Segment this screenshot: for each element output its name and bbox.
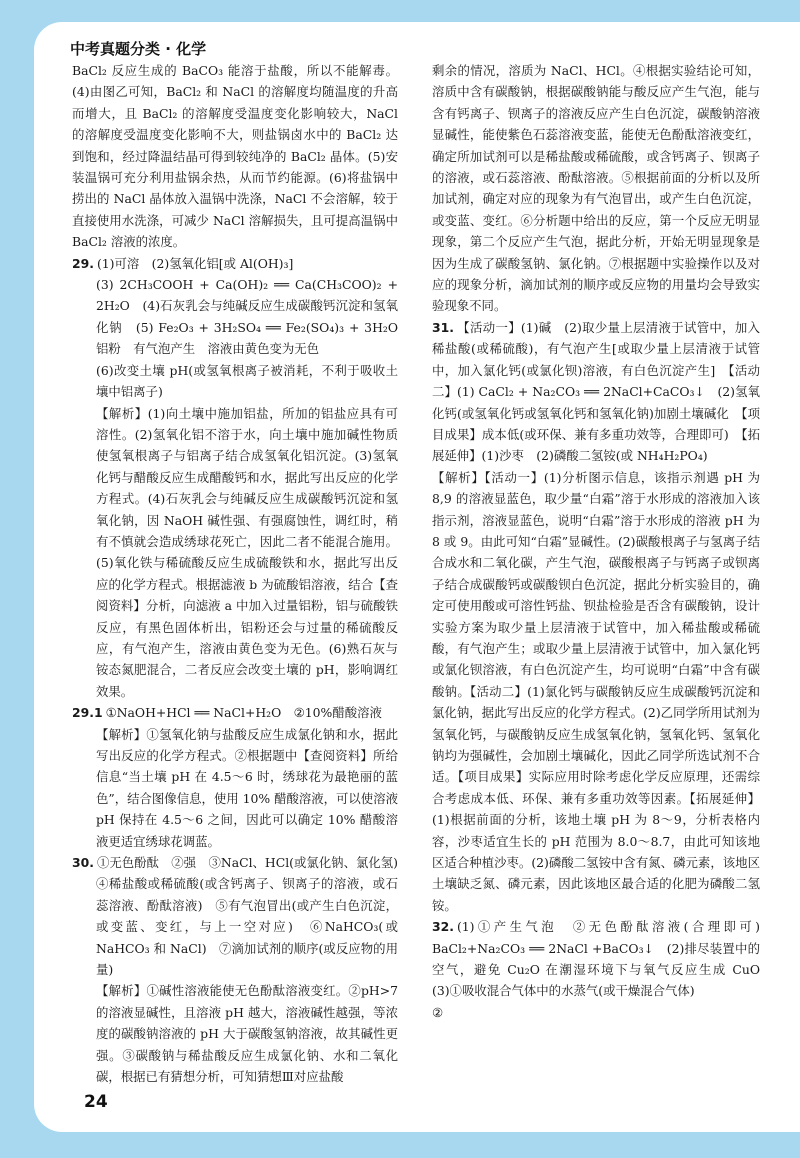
answer-paragraph — [72, 724, 398, 852]
answer-paragraph — [72, 403, 398, 703]
question-number: 29. — [72, 255, 94, 271]
answer-paragraph — [432, 1002, 760, 1023]
answer-paragraph — [432, 317, 760, 467]
answer-paragraph — [432, 467, 760, 917]
question-number: 30. — [72, 855, 94, 871]
page-number: 24 — [84, 1092, 108, 1112]
answer-text: ①NaOH+HCl ══ NaCl+H₂O ②10%醋酸溶液 — [105, 705, 382, 721]
answer-text: 【解析】(1)向土壤中施加铝盐，所加的铝盐应具有可溶性。(2)氢氧化铝不溶于水，向土壤中施加碱性物质使氢氧根离子与铝离子结合成氢氧化铝沉淀。(3)氢氧化钙与醋酸反应生成醋酸钙和水，据此写出反应的化学方程式。(4)石灰乳会与纯碱反应生成碳酸钙沉淀和氢氧化钠，因 NaOH 碱性强、有强腐蚀性，调红时，稍有不慎就会造成绣球花死亡，因此二者不能混合施用。(5)氧化铁与稀硫酸反应生成硫酸铁和水，据此写出反应的化学方程式。根据滤液 b 为硫酸铝溶液，结合【查阅资料】分析，向滤液 a 中加入过量铝粉，铝与硫酸铁反应，有黑色固体析出，铝粉还会与过量的稀硫酸反应，有气泡产生，溶液由黄色变为无色。(6)熟石灰与铵态氮肥混合，二者反应会改变土壤的 pH，影响调红效果。 — [96, 405, 398, 699]
answer-text: 【解析】①氢氧化钠与盐酸反应生成氯化钠和水，据此写出反应的化学方程式。②根据题中【查阅资料】所给信息“当土壤 pH 在 4.5～6 时，绣球花为最艳丽的蓝色”，结合图像信息，使用 10% 醋酸溶液，可以使溶液 pH 保持在 4.5～6 之间，因此可以确定 10% 醋酸溶液更适宜绣球花调蓝。 — [96, 726, 398, 849]
answer-text: BaCl₂ 反应生成的 BaCO₃ 能溶于盐酸，所以不能解毒。(4)由图乙可知，BaCl₂ 和 NaCl 的溶解度均随温度的升高而增大，且 BaCl₂ 的溶解度受温度变化影响较大，NaCl 的溶解度受温度变化影响不大，则盐锅卤水中的 BaCl₂ 达到饱和，经过降温结晶可得到较纯净的 BaCl₂ 晶体。(5)安装温锅可充分利用盐锅余热，从而节约能源。(6)将盐锅中捞出的 NaCl 晶体放入温锅中洗涤，NaCl 不会溶解，较于直接使用水洗涤，可减少 NaCl 溶解损失，且可提高温锅中 BaCl₂ 溶液的浓度。 — [72, 63, 398, 250]
answer-text: (1)可溶 (2)氢氧化铝[或 Al(OH)₃] — [96, 255, 294, 271]
answer-text: ② — [432, 1004, 444, 1020]
left-column — [72, 60, 411, 1088]
question-number: 32. — [432, 919, 454, 935]
answer-paragraph — [432, 916, 773, 1002]
answer-text: 【活动一】(1)碱 (2)取少量上层清液于试管中，加入稀盐酸(或稀硫酸)，有气泡产生[或取少量上层清液于试管中，加入氯化钙(或氯化钡)溶液，有白色沉淀产生] 【活动二】(1) CaCl₂ + Na₂CO₃ ══ 2NaCl+CaCO₃↓ (2)氢氧化钙(或氢氧化钙或氢氧化钙和氢氧化钠)加剧土壤碱化 【项目成果】成本低(或环保、兼有多重功效等，合理即可) 【拓展延伸】(1)沙枣 (2)磷酸二氢铵(或 NH₄H₂PO₄) — [432, 319, 760, 464]
answer-paragraph — [72, 702, 398, 723]
answer-paragraph — [72, 873, 398, 980]
running-header: 中考真题分类 · 化学 — [70, 40, 207, 58]
answer-text: (3) 2CH₃COOH + Ca(OH)₂ ══ Ca(CH₃COO)₂ + 2H₂O (4)石灰乳会与纯碱反应生成碳酸钙沉淀和氢氧化钠 (5) Fe₂O₃ + 3H₂SO₄ ══ Fe₂(SO₄)₃ + 3H₂O 铝粉 有气泡产生 溶液由黄色变为无色 — [96, 277, 411, 357]
answer-text: 【解析】①碱性溶液能使无色酚酞溶液变红。②pH>7 的溶液显碱性，且溶液 pH 越大，溶液碱性越强，等浓度的碳酸钠溶液的 pH 大于碳酸氢钠溶液，故其碱性更强。③碳酸钠与稀盐酸反应生成氯化钠、水和二氧化碳，根据已有猜想分析，可知猜想Ⅲ对应盐酸 — [96, 983, 398, 1085]
answer-paragraph — [72, 60, 398, 253]
answer-paragraph — [72, 980, 398, 1087]
answer-paragraph — [432, 60, 760, 317]
answer-paragraph — [72, 274, 411, 360]
answer-text: (6)改变土壤 pH(或氢氧根离子被消耗，不利于吸收土壤中铝离子) — [96, 362, 398, 400]
answer-paragraph — [72, 360, 398, 403]
answer-text: (1)①产生气泡 ②无色酚酞溶液(合理即可) BaCl₂+Na₂CO₃ ══ 2NaCl +BaCO₃↓ (2)排尽装置中的空气，避免 Cu₂O 在潮湿环境下与氧气反应生成 CuO (3)①吸收混合气体中的水蒸气(或干燥混合气体) — [432, 919, 773, 999]
question-number: 29.1 — [72, 705, 103, 721]
answer-paragraph — [72, 253, 398, 274]
answer-text: 【解析】【活动一】(1)分析图示信息，该指示剂遇 pH 为 8,9 的溶液显蓝色，取少量“白霜”溶于水形成的溶液加入该指示剂，溶液显蓝色，说明“白霜”溶于水形成的溶液 pH 为 8 或 9。由此可知“白霜”显碱性。(2)碳酸根离子与氢离子结合成水和二氧化碳，产生气泡，碳酸根离子与钙离子或钡离子结合成碳酸钙或碳酸钡白色沉淀，据此分析实验目的，确定可使用酸或可溶性钙盐、钡盐检验是否含有碳酸钠，设计实验方案为取少量上层清液于试管中，加入稀盐酸或稀硫酸，有气泡产生；或取少量上层清液于试管中，加入氯化钙或氯化钡溶液，有白色沉淀产生，均可说明“白霜”中含有碳酸钠。【活动二】(1)氯化钙与碳酸钠反应生成碳酸钙沉淀和氯化钠，据此写出反应的化学方程式。(2)乙同学所用试剂为氢氧化钙，与碳酸钠反应生成氢氧化钠，氢氧化钙、氢氧化钠均为强碱性，会加剧土壤碱化，因此乙同学所选试剂不合适。【项目成果】实际应用时除考虑化学反应原理，还需综合考虑成本低、环保、兼有多重功效等因素。【拓展延伸】(1)根据前面的分析，该地土壤 pH 为 8～9，分析表格内容，沙枣适宜生长的 pH 范围为 8.0～8.7，由此可知该地区适合种植沙枣。(2)磷酸二氢铵中含有氮、磷元素，该地区土壤缺乏氮、磷元素，因此该地区最合适的化肥为磷酸二氢铵。 — [432, 469, 760, 913]
right-column — [432, 60, 773, 1023]
answer-text: ①无色酚酞 ②强 ③NaCl、HCl(或氯化钠、氯化氢) — [96, 855, 398, 871]
answer-text: 剩余的情况，溶质为 NaCl、HCl。④根据实验结论可知，溶质中含有碳酸钠，根据碳酸钠能与酸反应产生气泡，能与含有钙离子、钡离子的溶液反应产生白色沉淀，碳酸钠溶液显碱性，能使紫色石蕊溶液变蓝，能使无色酚酞溶液变红，确定所加试剂可以是稀盐酸或稀硫酸，或含钙离子、钡离子的溶液，或石蕊溶液、酚酞溶液。⑤根据前面的分析以及所加试剂，确定对应的现象为有气泡冒出，或产生白色沉淀，或变蓝、变红。⑥分析题中给出的反应，第一个反应无明显现象，第二个反应产生气泡，据此分析，开始无明显现象是因为生成了碳酸氢钠、氯化钠。⑦根据题中实验操作以及对应的现象分析，滴加试剂的顺序或反应物的用量均会导致实验现象不同。 — [432, 63, 760, 314]
answer-text: ④稀盐酸或稀硫酸(或含钙离子、钡离子的溶液，或石蕊溶液、酚酞溶液) ⑤有气泡冒出(或产生白色沉淀，或变蓝、变红，与上一空对应) ⑥NaHCO₃(或 NaHCO₃ 和 NaCl) ⑦滴加试剂的顺序(或反应物的用量) — [96, 876, 398, 978]
answer-paragraph — [72, 852, 398, 873]
question-number: 31. — [432, 319, 454, 335]
